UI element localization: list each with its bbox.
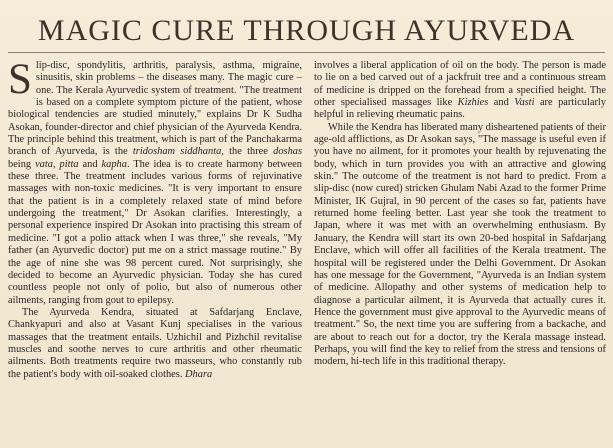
right-column (314, 60, 606, 369)
paragraph-outcome (314, 122, 606, 369)
italic-term: vata, pitta (35, 158, 79, 170)
article-headline: MAGIC CURE THROUGH AYURVEDA (37, 14, 576, 47)
drop-cap: S (8, 56, 32, 103)
text-run: and (488, 97, 515, 109)
text-run: The Ayurveda Kendra, situated at Safdarjang Enclave, Chankyapuri and also at Vasant Kunj specialises in the various massages that the treatment entails. Uzhichil and Pizhchil revitalise muscles and soothe nerves to cure arthritis and other rheumatic ailments. Both treatments require two masseurs, who constantly rub the patient's body with oil-soaked clothes. (8, 306, 302, 380)
text-run: . The idea is to create harmony between these three. The treatment includes various forms of rejuvinative massages with non-toxic medicines. "It is very important to ensure that the patient is in a completely relaxed state of mind before undergoing the treatment," Dr Asokan clarifies. Interestingly, a personal experience inspired Dr Asokan into practising this stream of medicine. "I got a polio attack when I was three," she reveals, "My father (an Ayurvedic doctor) put me on a strict massage routine." By the age of nine she was 98 percent cured. Not surprisingly, she decided to become an Ayurvedic physician. Today she has cured countless people not only of polio, but also of numerous other ailments, ranging from gout to epilepsy. (8, 158, 302, 306)
paragraph-kendra (8, 307, 302, 381)
paragraph-intro (8, 56, 303, 307)
italic-term: tridosham siddhanta (132, 146, 222, 158)
text-run: being (8, 158, 36, 170)
text-run: lip-disc, spondylitis, arthritis, paralysis, asthma, migraine, sinusitis, skin problems – the diseases many. The magic cure – one. The Kerala Ayurvedic system of treatment. "The treatment is based on a complete symptom picture of the patient, whose biological tendencies are studied minutely," explains Dr K Sudha Asokan, founder-director and chief physician of the Ayurveda Kendra. The principle behind this treatment, which is part of the Panchakarma branch of Ayurveda, is the (8, 60, 302, 158)
left-column (8, 56, 303, 381)
headline-divider (8, 52, 605, 53)
italic-term: Kizhies (457, 97, 489, 109)
italic-term: Vasti (514, 97, 535, 109)
italic-term: kapha (101, 158, 127, 170)
italic-term: Dhara (185, 368, 213, 380)
text-run: involves a liberal application of oil on the body. The person is made to lie on a bed carved out of a jackfruit tree and a continuous stream of medicine is dripped on the forehead from a specified height. The other specialised massages like (314, 60, 606, 109)
text-run: , the three (221, 146, 274, 158)
italic-term: doshas (273, 146, 303, 158)
paragraph-continuation (314, 60, 606, 122)
text-run: and (78, 158, 102, 170)
text-run: While the Kendra has liberated many disheartened patients of their age-old afflictions, as Dr Asokan says, "The massage is useful even if you have no ailment, for it promotes your health by rejuvenating the body, which in turn provides you with an attractive and glowing skin." The outcome of the treatment is not hard to predict. From a slip-disc (now cured) stricken Ghulam Nabi Azad to the former Prime Minister, IK Gujral, in 90 percent of the cases so far, patients have returned home feeling better. Last year she took the treatment to Japan, where it was met with an overwhelming enthusiasm. By January, the Kendra will start its own 20-bed hospital in Safdarjang Enclave, which will offer all facilities of the Kerala treatment. The hospital will be registered under the Delhi Government. Dr Asokan has one message for the Government, "Ayurveda is an Indian system of medicine. Allopathy and other systems of medication help to diagnose a particular ailment, it is Ayurveda that actually cures it. Hence the government must give approval to the Ayurvedic means of treatment." So, the next time you are suffering from a backache, and are about to reach out for a doctor, try the Kerala massage instead. Perhaps, you will find the key to relief from the stress and tensions of modern, hi-tech life in this traditional therapy. (314, 121, 606, 368)
text-run: are particularly helpful in relieving rheumatic pains. (314, 97, 606, 121)
